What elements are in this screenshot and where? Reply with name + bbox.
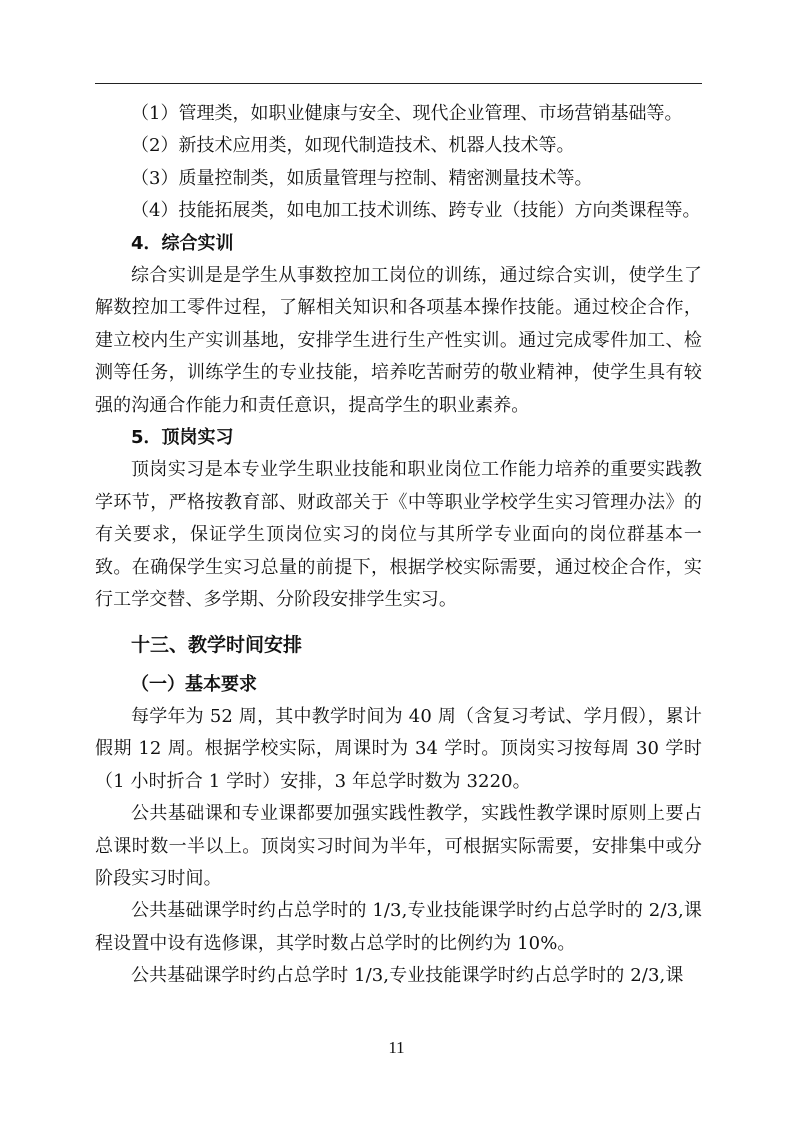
list-item: （4）技能拓展类，如电加工技术训练、跨专业（技能）方向类课程等。 xyxy=(131,200,701,222)
paragraph: 每学年为 52 周，其中教学时间为 40 周（含复习考试、学月假），累计假期 12 周。根据学校实际，周课时为 34 学时。顶岗实习按每周 30 学时（1 小时折合 1 学时）安排，3 年总学时数为 3220。 xyxy=(95,705,702,792)
paragraph: 公共基础课学时约占总学时的 1/3,专业技能课学时约占总学时的 2/3,课程设置中设有选修课，其学时数占总学时的比例约为 10%。 xyxy=(95,900,702,954)
section-heading-comprehensive-training: 4．综合实训 xyxy=(131,232,234,254)
paragraph: 公共基础课学时约占总学时 1/3,专业技能课学时约占总学时的 2/3,课 xyxy=(131,965,684,987)
list-item: （2）新技术应用类，如现代制造技术、机器人技术等。 xyxy=(131,135,575,157)
section-heading-internship: 5．顶岗实习 xyxy=(131,427,234,449)
document-body xyxy=(95,98,702,993)
list-item: （1）管理类，如职业健康与安全、现代企业管理、市场营销基础等。 xyxy=(131,103,683,124)
page-number: 11 xyxy=(388,1038,405,1057)
chapter-heading: 十三、教学时间安排 xyxy=(131,633,303,656)
paragraph-internship: 顶岗实习是本专业学生职业技能和职业岗位工作能力培养的重要实践教学环节，严格按教育部、财政部关于《中等职业学校学生实习管理办法》的有关要求，保证学生顶岗位实习的岗位与其所学专业面向的岗位群基本一致。在确保学生实习总量的前提下，根据学校实际需要，通过校企合作，实行工学交替、多学期、分阶段安排学生实习。 xyxy=(95,459,702,611)
list-item: （3）质量控制类，如质量管理与控制、精密测量技术等。 xyxy=(131,167,593,189)
paragraph-comprehensive-training: 综合实训是是学生从事数控加工岗位的训练，通过综合实训，使学生了解数控加工零件过程，了解相关知识和各项基本操作技能。通过校企合作，建立校内生产实训基地，安排学生进行生产性实训。通过完成零件加工、检测等任务，训练学生的专业技能，培养吃苦耐劳的敬业精神，使学生具有较强的沟通合作能力和责任意识，提高学生的职业素养。 xyxy=(95,265,702,416)
paragraph: 公共基础课和专业课都要加强实践性教学，实践性教学课时原则上要占总课时数一半以上。顶岗实习时间为半年，可根据实际需要，安排集中或分阶段实习时间。 xyxy=(95,803,702,889)
header-rule xyxy=(95,83,702,84)
subsection-heading: （一）基本要求 xyxy=(131,673,257,695)
